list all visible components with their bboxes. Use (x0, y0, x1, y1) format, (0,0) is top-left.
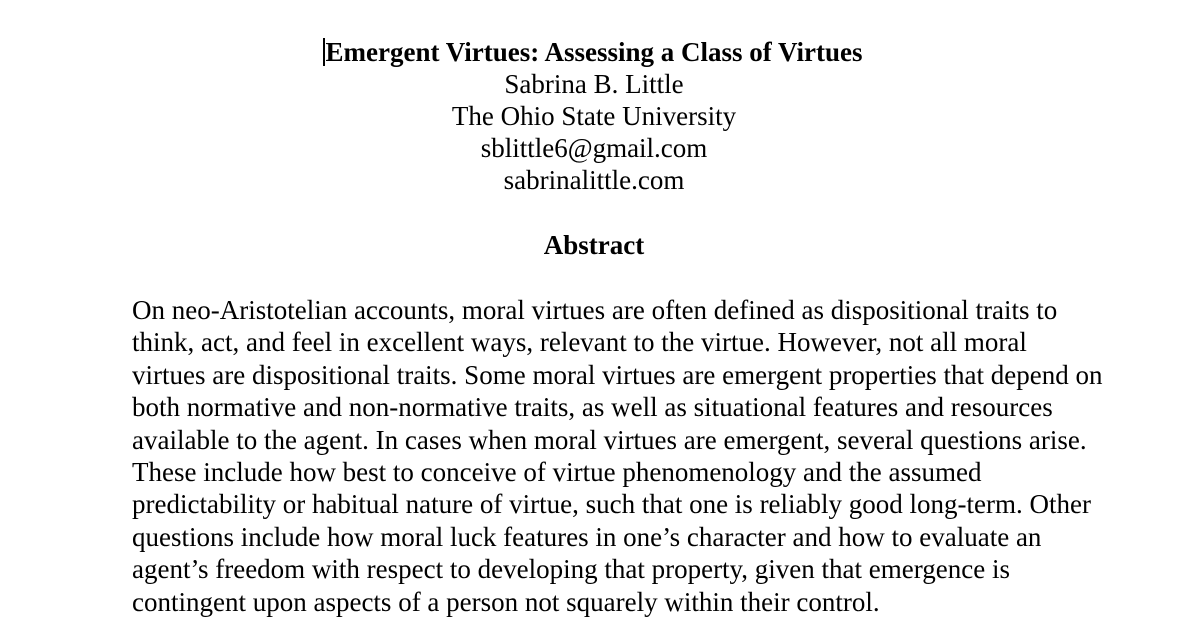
paper-title-text: Emergent Virtues: Assessing a Class of Virtues (325, 37, 863, 67)
text-cursor (323, 38, 325, 66)
author-name: Sabrina B. Little (504, 69, 684, 99)
abstract-line: think, act, and feel in excellent ways, relevant to the virtue. However, not all moral (132, 327, 1027, 358)
abstract-line: questions include how moral luck features in one’s character and how to evaluate an (132, 521, 1042, 552)
paper-title[interactable] (326, 36, 863, 68)
abstract-line: both normative and non-normative traits, as well as situational features and resources (132, 392, 1053, 423)
abstract-line: agent’s freedom with respect to developing that property, given that emergence is (132, 554, 1010, 585)
abstract-line: contingent upon aspects of a person not squarely within their control. (132, 586, 880, 617)
abstract-body (132, 294, 1172, 618)
paper-header (0, 36, 1188, 196)
abstract-line: predictability or habitual nature of virtue, such that one is reliably good long-term. Other (132, 489, 1091, 520)
author-email: sblittle6@gmail.com (480, 133, 708, 163)
author-affiliation: The Ohio State University (451, 101, 737, 131)
author-website: sabrinalittle.com (503, 165, 685, 195)
abstract-line: These include how best to conceive of virtue phenomenology and the assumed (132, 457, 982, 488)
abstract-line: available to the agent. In cases when moral virtues are emergent, several questions arise. (132, 424, 1087, 455)
abstract-line: virtues are dispositional traits. Some moral virtues are emergent properties that depend on (132, 359, 1103, 390)
abstract-line: On neo-Aristotelian accounts, moral virtues are often defined as dispositional traits to (132, 295, 1058, 325)
abstract-heading: Abstract (543, 230, 645, 260)
